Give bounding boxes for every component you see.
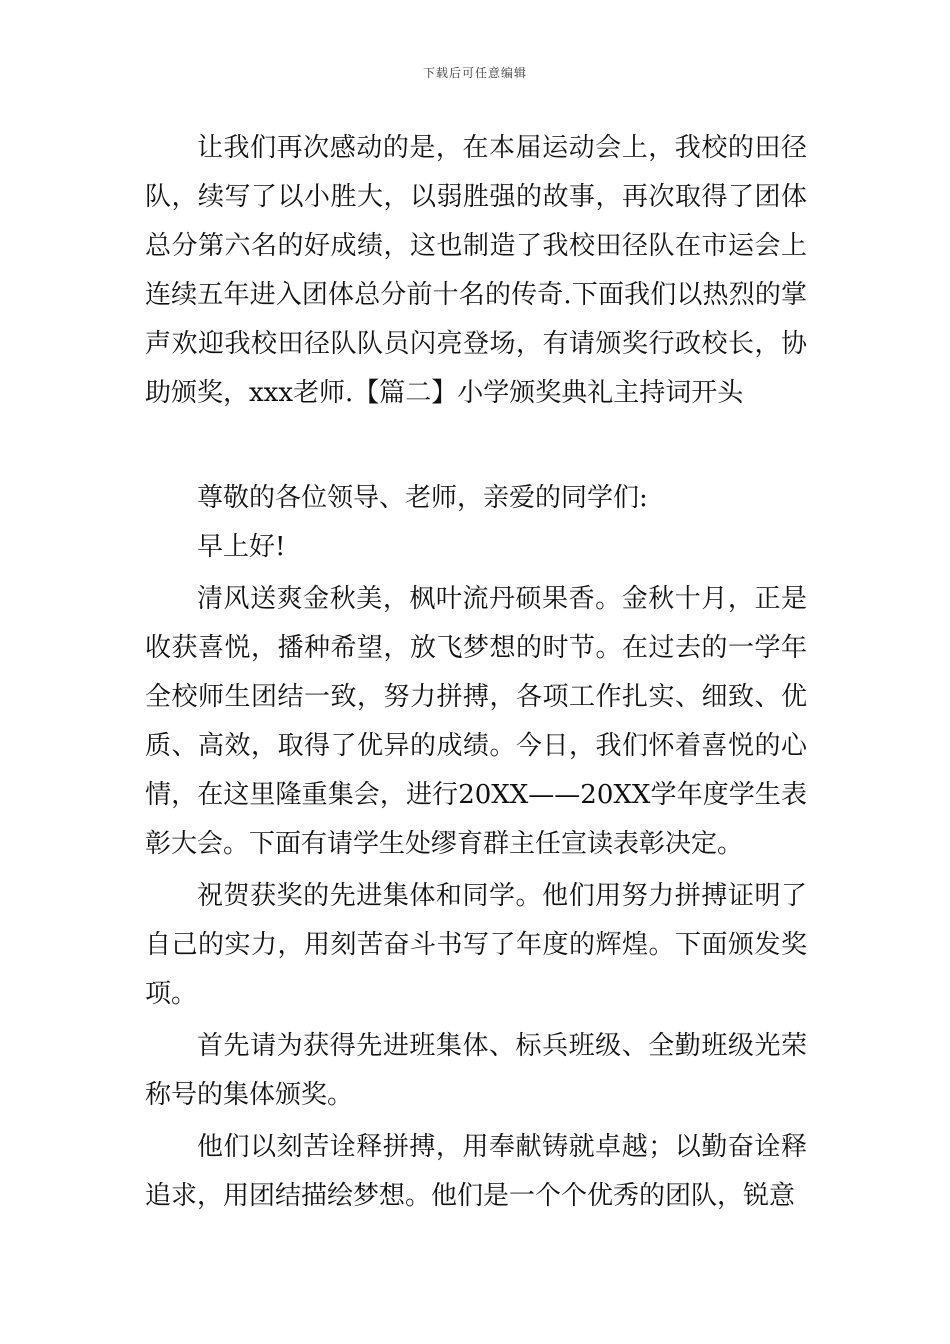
- paragraph-1: 让我们再次感动的是，在本届运动会上，我校的田径队，续写了以小胜大，以弱胜强的故事，再次取得了团体总分第六名的好成绩，这也制造了我校田径队在市运会上连续五年进入团体总分前十名的传奇.下面我们以热烈的掌声欢迎我校田径队队员闪亮登场，有请颁奖行政校长，协助颁奖，xxx老师.【篇二】小学颁奖典礼主持词开头: [145, 133, 807, 408]
- page-header: 下载后可任意编辑: [422, 66, 527, 80]
- paragraph-greeting: 尊敬的各位领导、老师，亲爱的同学们:: [197, 483, 648, 513]
- paragraph-good-morning: 早上好!: [197, 532, 286, 562]
- paragraph-3: 清风送爽金秋美，枫叶流丹硕果香。金秋十月，正是收获喜悦，播种希望，放飞梦想的时节。在过去的一学年全校师生团结一致，努力拼搏，各项工作扎实、细致、优质、高效，取得了优异的成绩。今日，我们怀着喜悦的心情，在这里隆重集会，进行20XX——20XX学年度学生表彰大会。下面有请学生处缪育群主任宣读表彰决定。: [145, 584, 807, 859]
- document-body: [145, 124, 807, 1221]
- paragraph-5: 首先请为获得先进班集体、标兵班级、全勤班级光荣称号的集体颁奖。: [145, 1031, 807, 1110]
- paragraph-6: 他们以刻苦诠释拼搏，用奉献铸就卓越；以勤奋诠释追求，用团结描绘梦想。他们是一个个优秀的团队，锐意: [145, 1132, 807, 1211]
- paragraph-4: 祝贺获奖的先进集体和同学。他们用努力拼搏证明了自己的实力，用刻苦奋斗书写了年度的辉煌。下面颁发奖项。: [145, 881, 807, 1009]
